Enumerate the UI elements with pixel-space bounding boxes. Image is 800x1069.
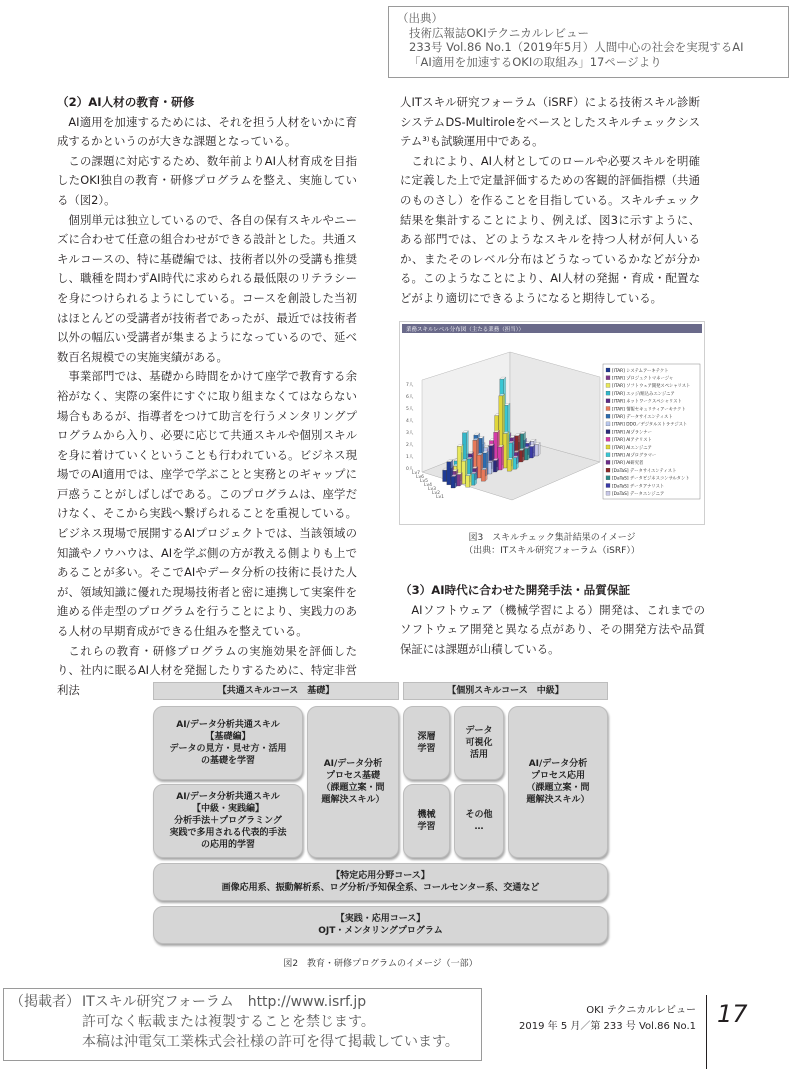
figure-3-caption-line-2: （出典：ITスキル研究フォーラム（iSRF）） [464, 545, 640, 556]
box-machine-learning: 機械 学習 [403, 784, 450, 858]
bar-side [502, 445, 504, 470]
publisher-line-3: 本稿は沖電気工業株式会社様の許可を得て掲載しています。 [82, 1034, 459, 1050]
legend-label: [ITAR] 情報セキュリティアーキテクト [612, 407, 686, 413]
chart-title: 業務スキルレベル分布図（主たる業務（担当）） [406, 327, 525, 333]
footer-divider [706, 995, 707, 1069]
x-tick-label: Lv5 [420, 479, 429, 484]
legend-swatch [606, 407, 610, 411]
legend-swatch [606, 460, 610, 464]
right-column [400, 93, 700, 309]
y-tick-label: 7人 [406, 383, 414, 388]
source-line-3: 「AI適用を加速するOKIの取組み」17ページより [409, 54, 662, 69]
legend-label: [ITAR] AIエンジニア [612, 445, 652, 451]
paragraph: 個別単元は独立しているので、各自の保有スキルやニーズに合わせて任意の組合わせができる設計とした。共通スキルコースの、特に基礎編では、技術者以外の受講も推奨し、職種を問わずAI時代に求められる最低限のリテラシーを身につけられるようにしている。コースを創設した当初はほとんどの受講者が技術者であったが、最近では技術者以外の幅広い受講者が集まるようになっているので、延べ数百名規模での実施実績がある。 [57, 212, 357, 364]
header-common-skill: 【共通スキルコース 基礎】 [153, 682, 399, 700]
legend-swatch [606, 368, 610, 372]
y-tick-label: 0人 [406, 467, 414, 472]
section-heading-dev-method: （3）AI時代に合わせた開発手法・品質保証 [400, 583, 631, 597]
legend-label: [DaTaS] データエンジニア [612, 492, 665, 497]
figure-3-caption-line-1: 図3 スキルチェック集計結果のイメージ [468, 533, 636, 543]
box-domain-course: 【特定応用分野コース】 画像応用系、振動解析系、ログ分析/予知保全系、コールセンター系、交通など [153, 863, 608, 901]
box-other: その他 … [454, 784, 504, 858]
footer-issue: 2019 年 5 月／第 233 号 Vol.86 No.1 [519, 1021, 696, 1032]
x-tick-label: Lv1 [436, 495, 445, 500]
figure-2-program-diagram [153, 682, 608, 948]
bar-side [523, 449, 525, 463]
box-practice-course: 【実践・応用コース】 OJT・メンタリングプログラム [153, 906, 608, 944]
bar-side [455, 475, 457, 489]
bar-front [443, 470, 447, 482]
paragraph: AIソフトウェア（機械学習による）開発は、これまでのソフトウェア開発と異なる点があり、その開発方法や品質保証には課題が山積している。 [400, 602, 705, 656]
skill-level-3d-bar-chart [400, 322, 704, 524]
paragraph: 事業部門では、基礎から時間をかけて座学で教育する余裕がなく、実際の案件にすぐに取り組まなくてはならない場合もあるが、指導者をつけて助言を行うメンタリングプログラムから入り、必要に応じて共通スキルや個別スキルを身に着けていくということも行われている。ビジネス現場でのAI適用では、座学で学ぶことと実務とのギャップに戸惑うことがしばしばである。このプログラムは、座学だけなく、そこから実践へ繋げられることを重視している。ビジネス現場で展開するAIプロジェクトでは、当該領域の知識やノウハウは、AIを学ぶ側の方が教える側よりも上であることが多い。そこでAIやデータ分析の技術に長けた人が、領域知識に優れた現場技術者と密に連携して実案件を進める伴走型のプログラムを行うことにより、実践力のある人材の早期育成ができる仕組みを整えている。 [57, 369, 357, 639]
bar-side [475, 472, 477, 486]
box-process-basic: AI/データ分析 プロセス基礎 （課題立案・問 題解決スキル） [307, 706, 399, 858]
legend-swatch [606, 376, 610, 380]
box-process-applied: AI/データ分析 プロセス応用 （課題立案・問 題解決スキル） [508, 706, 608, 858]
bar-side [470, 474, 472, 488]
x-tick-label: Lv2 [432, 491, 441, 496]
legend-label: [ITAR] AIプログラマー [612, 453, 657, 459]
bar-side [460, 473, 462, 487]
bar-side [533, 445, 535, 459]
figure-3-caption [399, 532, 705, 557]
section-heading-ai-education: （2）AI人材の教育・研修 [57, 95, 195, 109]
legend-label: [ITAR] エッジ/組込みエンジニア [612, 391, 675, 397]
x-tick-label: Lv4 [424, 483, 433, 488]
source-citation-box [388, 6, 789, 78]
box-data-visualization: データ 可視化 活用 [454, 706, 504, 780]
legend-label: [ITAR] AI研究者 [612, 461, 644, 467]
legend-swatch [606, 491, 610, 495]
bar-side [538, 443, 540, 457]
bar-front [507, 460, 511, 472]
legend-swatch [606, 383, 610, 387]
paragraph: これにより、AI人材としてのロールや必要スキルを明確に定義した上で定量評価するための客観的評価指標（共通のものさし）を作ることを目指している。スキルチェック結果を集計することにより、例えば、図3に示すように、ある部門では、どのようなスキルを持つ人材が何人いるか、またそのレベル分布はどうなっているかなどが分かる。このようなことにより、AI人材の発掘・育成・配置などがより適切にできるようになると期待している。 [400, 153, 700, 305]
y-tick-label: 3人 [406, 431, 414, 436]
paragraph: 人ITスキル研究フォーラム（iSRF）による技術スキル診断システムDS-Multiroleをベースとしたスキルチェックシステム³⁾も試験運用中である。 [400, 95, 700, 149]
footer-journal-name: OKI テクニカルレビュー [586, 1005, 696, 1016]
legend-swatch [606, 453, 610, 457]
bar-side [528, 447, 530, 461]
legend-swatch [606, 422, 610, 426]
publisher-box [3, 988, 482, 1061]
legend-swatch [606, 468, 610, 472]
bar-front [481, 470, 485, 482]
bar-side [497, 459, 499, 473]
publisher-line-2: 許可なく転載または複製することを禁じます。 [82, 1014, 375, 1030]
legend-label: [DaTaS] データビジネスコンサルタント [612, 476, 690, 482]
source-line-1: 技術広報誌OKIテクニカルレビュー [409, 25, 590, 40]
header-individual-skill: 【個別スキルコース 中級】 [403, 682, 608, 700]
legend-swatch [606, 399, 610, 403]
source-label: （出典） [397, 11, 443, 25]
figure-3-skill-chart [399, 321, 705, 525]
paragraph: この課題に対応するため、数年前よりAI人材育成を目指したOKI独自の教育・研修プログラムを整え、実施している（図2）。 [57, 153, 357, 207]
y-tick-label: 5人 [406, 407, 414, 412]
page-number: 17 [717, 1000, 748, 1028]
box-common-basic: AI/データ分析共通スキル 【基礎編】 データの見方・見せ方・活用 の基礎を学習 [153, 706, 303, 780]
paragraph: これらの教育・研修プログラムの実施効果を評価したり、社内に眠るAI人材を発掘したりするために、特定非営利法 [57, 643, 357, 697]
legend-label: [ITAR] ソフトウェア開発スペシャリスト [612, 384, 691, 390]
bar-side [485, 468, 487, 482]
legend-label: [DaTaS] データアナリスト [612, 484, 665, 490]
legend-label: [ITAR] AIアナリスト [612, 438, 652, 444]
bar-front [451, 477, 455, 489]
x-tick-label: Lv3 [428, 487, 437, 492]
section-3-block [400, 581, 705, 659]
legend-label: [DaTaS] データサイエンティスト [612, 468, 677, 474]
box-deep-learning: 深層 学習 [403, 706, 450, 780]
y-tick-label: 6人 [406, 395, 414, 400]
legend-label: [ITAR] ネットワークスペシャリスト [612, 399, 682, 405]
legend-label: [ITAR] データサイエンティスト [612, 415, 673, 420]
bar-side [491, 461, 493, 475]
footer-journal-info [519, 1003, 696, 1035]
legend-label: [ITAR] DDO／デジタルストラテジスト [612, 422, 688, 428]
legend-label: [ITAR] システムアーキテクト [612, 368, 669, 374]
publisher-line-1: ITスキル研究フォーラム http://www.isrf.jp [82, 994, 367, 1010]
legend-swatch [606, 445, 610, 449]
legend-swatch [606, 414, 610, 418]
y-tick-label: 2人 [406, 443, 414, 448]
box-common-intermediate: AI/データ分析共通スキル 【中級・実践編】 分析手法＋プログラミング 実践で多用される代表的手法 の応用的学習 [153, 784, 303, 858]
bar-front [466, 476, 470, 488]
left-column [57, 93, 357, 700]
legend-label: [ITAR] AIプランナー [612, 430, 652, 436]
bar-front [447, 462, 451, 485]
legend-swatch [606, 484, 610, 488]
bar-side [511, 458, 513, 472]
bar-side [516, 456, 518, 470]
y-tick-label: 1人 [406, 455, 414, 460]
legend-swatch [606, 430, 610, 434]
x-tick-label: Lv6 [416, 475, 425, 480]
legend-label: [ITAR] プロジェクトマネージャ [612, 376, 674, 382]
y-tick-label: 4人 [406, 419, 414, 424]
publisher-label: （掲載者） [10, 994, 80, 1010]
legend-swatch [606, 476, 610, 480]
legend-swatch [606, 391, 610, 395]
x-tick-label: Lv7 [412, 471, 421, 476]
paragraph: AI適用を加速するためには、それを担う人材をいかに育成するかというのが大きな課題となっている。 [57, 114, 357, 149]
figure-2-caption: 図2 教育・研修プログラムのイメージ（一部） [283, 959, 478, 969]
source-line-2: 233号 Vol.86 No.1（2019年5月）人間中心の社会を実現するAI [409, 40, 744, 54]
legend-swatch [606, 437, 610, 441]
